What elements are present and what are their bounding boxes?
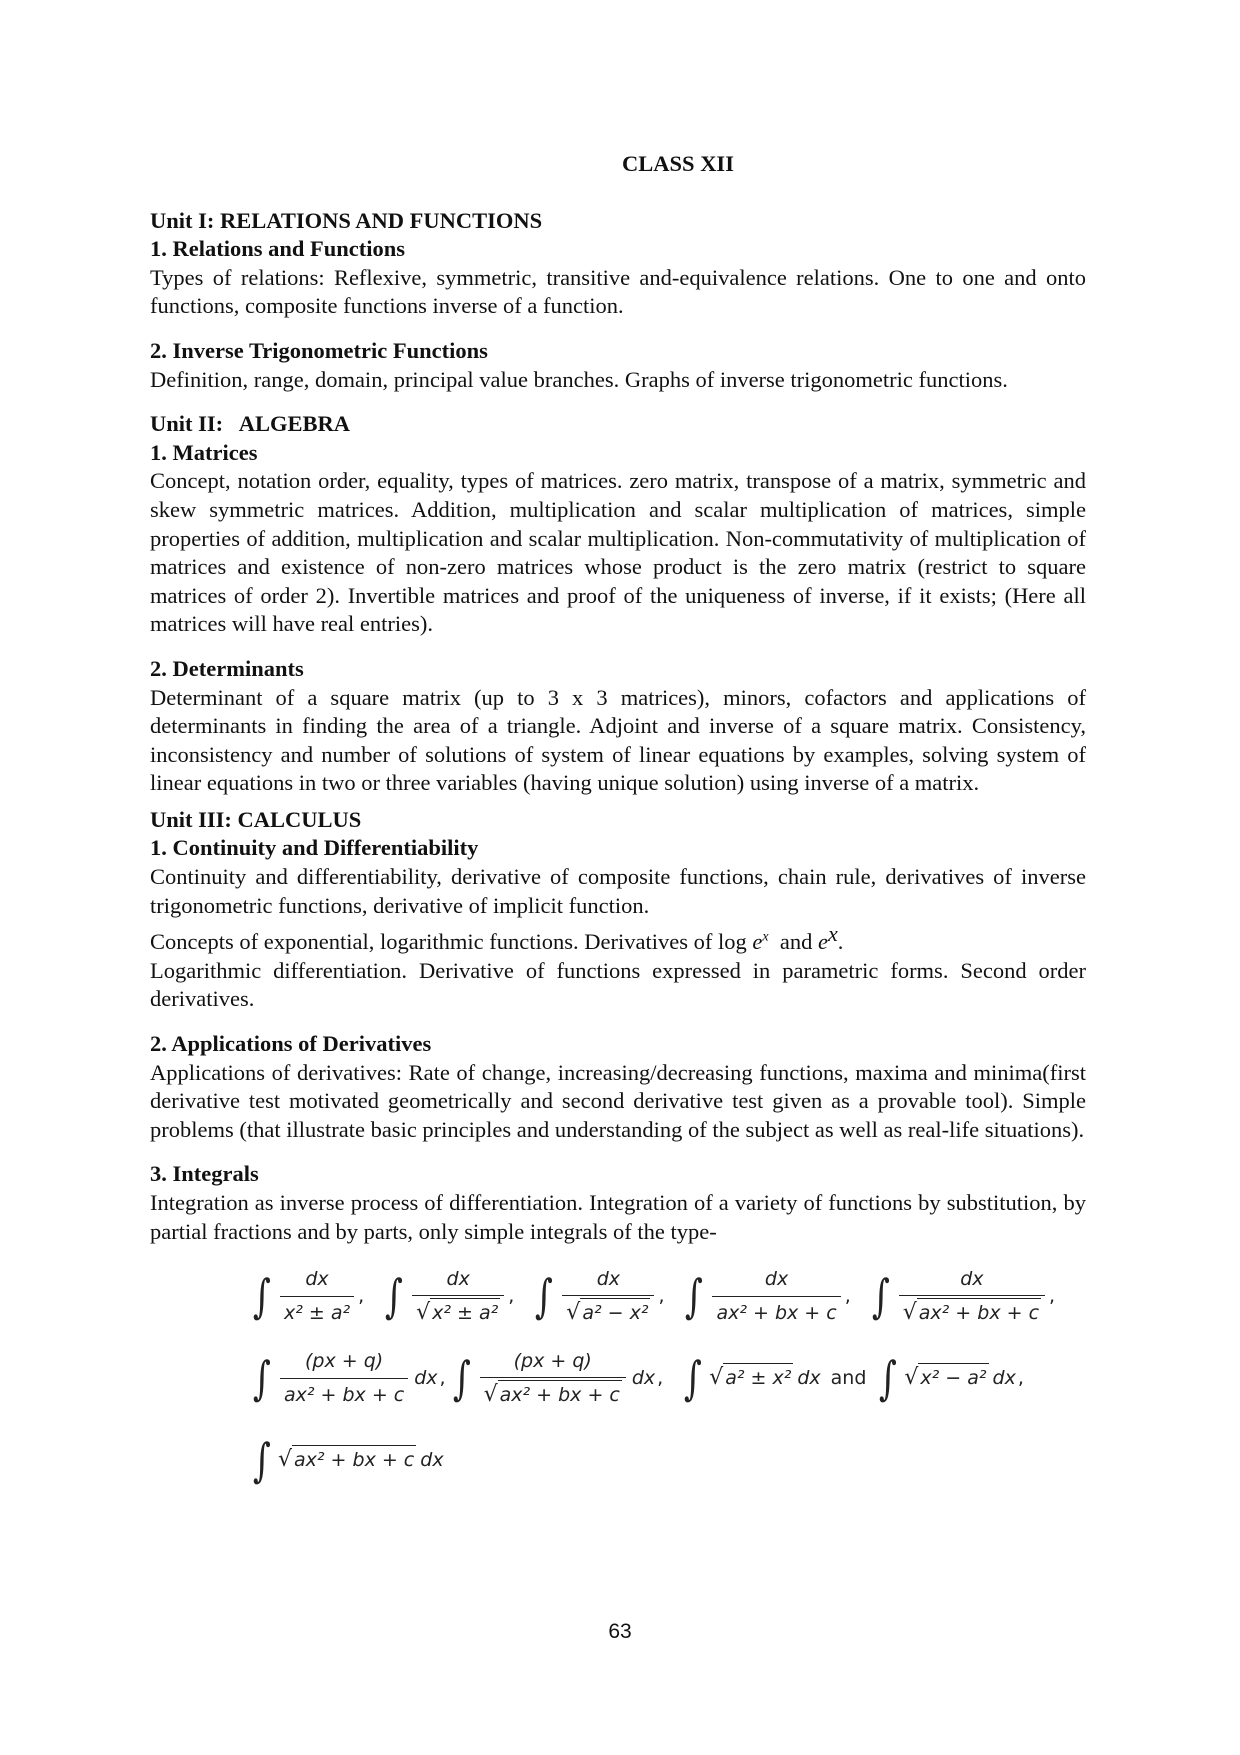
integral-10: ∫ √ ax² + bx + c dx: [252, 1433, 444, 1488]
inverse-trig-text: Definition, range, domain, principal value branches. Graphs of inverse trigonometric functions.: [150, 366, 1008, 392]
unit-3-title: Unit III: CALCULUS: [150, 806, 362, 832]
integrals-text: Integration as inverse process of differentiation. Integration of a variety of functions by substitution, by partial fractions and by parts, only simple integrals of the type-: [150, 1190, 1086, 1244]
unit-2-title: Unit II: ALGEBRA: [150, 411, 351, 437]
unit-1-title: Unit I: RELATIONS AND FUNCTIONS: [150, 207, 543, 233]
integrals-heading: 3. Integrals: [150, 1161, 259, 1187]
integral-6: ∫ $\frac{(px + q)}{\text{ax² + bx + c}}$ dx ,: [250, 1347, 446, 1409]
integral-3: ∫ dx √ a² − x² ,: [532, 1265, 664, 1328]
integral-9: ∫ √ x² − a² dx ,: [879, 1351, 1024, 1406]
page-number: 63: [608, 1620, 632, 1643]
integral-2: ∫ dx √ x² ± a² ,: [382, 1265, 514, 1328]
exponential-text: Concepts of exponential, logarithmic functions. Derivatives of $\log e^x$ and ex.: [150, 921, 844, 955]
integral-5: ∫ dx √ ax² + bx + c ,: [869, 1265, 1055, 1328]
formula-row-2: [250, 1342, 1090, 1414]
relations-functions-heading: 1. Relations and Functions: [150, 236, 406, 262]
determinants-text: Determinant of a square matrix (up to 3 x 3 matrices), minors, cofactors and applications of determinants in finding the area of a triangle. Adjoint and inverse of a square matrix. Consistency, inconsistency and number of solutions of system of linear equations by examples, solving system of linear equations in two or three variables (having unique solution) using inverse of a matrix.: [150, 684, 1086, 796]
formula-row-3: [250, 1424, 1090, 1496]
page-content: [150, 150, 1086, 1506]
formula-row-1: [250, 1260, 1090, 1332]
integral-4: ∫ $\frac{dx}{\text{ax² + bx + c}}$ ,: [682, 1265, 850, 1327]
continuity-heading: 1. Continuity and Differentiability: [150, 835, 479, 861]
class-title: CLASS XII: [622, 151, 734, 176]
integral-1: ∫ $\frac{dx}{\text{x² ± a²}}$ ,: [250, 1265, 364, 1327]
and-word: and: [830, 1366, 867, 1389]
applications-heading: 2. Applications of Derivatives: [150, 1031, 432, 1057]
applications-text: Applications of derivatives: Rate of change, increasing/decreasing functions, maxima and minima(first derivative test motivated geometrically and second derivative test given as a provable tool). Simple problems (that illustrate basic principles and understanding of the subject as well as real-life situations).: [150, 1059, 1086, 1142]
log-differentiation-text: Logarithmic differentiation. Derivative of functions expressed in parametric forms. Second order derivatives.: [150, 957, 1086, 1012]
relations-functions-text: Types of relations: Reflexive, symmetric, transitive and-equivalence relations. One to one and onto functions, composite functions inverse of a function.: [150, 264, 1086, 319]
integral-8: ∫ √ a² ± x² dx: [684, 1351, 821, 1406]
determinants-heading: 2. Determinants: [150, 655, 304, 681]
matrices-heading: 1. Matrices: [150, 439, 258, 465]
matrices-text: Concept, notation order, equality, types of matrices. zero matrix, transpose of a matrix, symmetric and skew symmetric matrices. Addition, multiplication and scalar multiplication of matrices, simple properties of addition, multiplication and scalar multiplication. Non-commutativity of multiplication of matrices and existence of non-zero matrices whose product is the zero matrix (restrict to square matrices of order 2). Invertible matrices and proof of the uniqueness of inverse, if it exists; (Here all matrices will have real entries).: [150, 468, 1086, 637]
inverse-trig-heading: 2. Inverse Trigonometric Functions: [150, 337, 488, 363]
integral-formulas: [250, 1260, 1090, 1496]
integral-7: ∫ (px + q) √ ax² + bx + c dx ,: [450, 1347, 664, 1410]
continuity-text: Continuity and differentiability, derivative of composite functions, chain rule, derivatives of inverse trigonometric functions, derivative of implicit function.: [150, 864, 1086, 918]
